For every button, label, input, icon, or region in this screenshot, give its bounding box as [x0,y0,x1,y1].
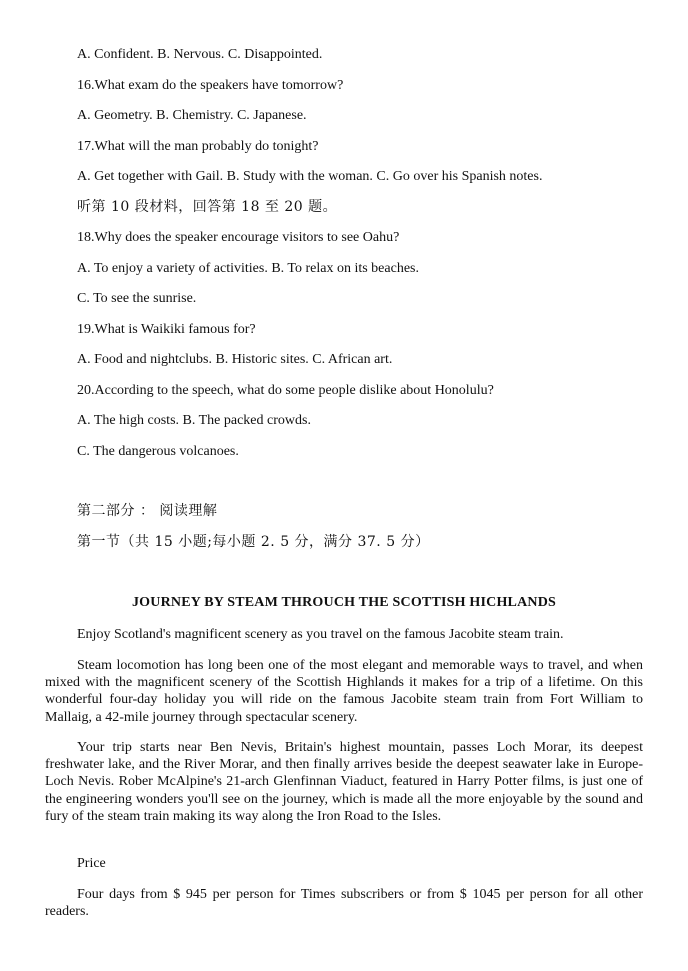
q17-question: 17.What will the man probably do tonight? [77,139,319,154]
q16-question: 16.What exam do the speakers have tomorrow? [77,78,344,93]
part-two-heading: 第二部分 ： 阅读理解 [77,503,218,519]
section-instruction: 听第 10 段材料，回答第 18 至 20 题。 [77,199,338,215]
article-price-heading: Price [77,856,106,871]
article-paragraph-intro: Enjoy Scotland's magnificent scenery as you travel on the famous Jacobite steam train. [77,627,564,642]
q20-options-ab: A. The high costs. B. The packed crowds. [77,413,311,428]
q19-question: 19.What is Waikiki famous for? [77,322,256,337]
article-price-details: Four days from $ 945 per person for Times subscribers or from $ 1045 per person for all other readers. [45,887,643,920]
q17-options: A. Get together with Gail. B. Study with the woman. C. Go over his Spanish notes. [77,169,543,184]
q20-question: 20.According to the speech, what do some people dislike about Honolulu? [77,383,494,398]
article-paragraph-trip: Your trip starts near Ben Nevis, Britain's highest mountain, passes Loch Morar, its deepest freshwater lake, and the River Morar, and then finally arrives beside the deepest seawater lake in Europe-Loch Nevis. Rober McAlpine's 21-arch Glenfinnan Viaduct, featured in Harry Potter films, is just one of the engineering wonders you'll see on the journey, which is made all the more enjoyable by the sound and fury of the steam train making its way along the Iron Road to the Isles. [45,740,643,824]
q16-options: A. Geometry. B. Chemistry. C. Japanese. [77,108,307,123]
q15-options: A. Confident. B. Nervous. C. Disappointed. [77,47,323,62]
q20-option-c: C. The dangerous volcanoes. [77,444,239,459]
q18-options-ab: A. To enjoy a variety of activities. B. To relax on its beaches. [77,261,419,276]
part-two-subheading: 第一节（共 15 小题;每小题 2. 5 分，满分 37. 5 分） [77,534,430,550]
article-title: JOURNEY BY STEAM THROUCH THE SCOTTISH HICHLANDS [131,595,557,610]
q18-option-c: C. To see the sunrise. [77,291,197,306]
q18-question: 18.Why does the speaker encourage visitors to see Oahu? [77,230,400,245]
article-paragraph-steam: Steam locomotion has long been one of the most elegant and memorable ways to travel, and when mixed with the magnificent scenery of the Scottish Highlands it makes for a trip of a lifetime. On this wonderful four-day holiday you will ride on the famous Jacobite steam train from Fort William to Mallaig, a 42-mile journey through spectacular scenery. [45,658,643,725]
q19-options: A. Food and nightclubs. B. Historic sites. C. African art. [77,352,393,367]
